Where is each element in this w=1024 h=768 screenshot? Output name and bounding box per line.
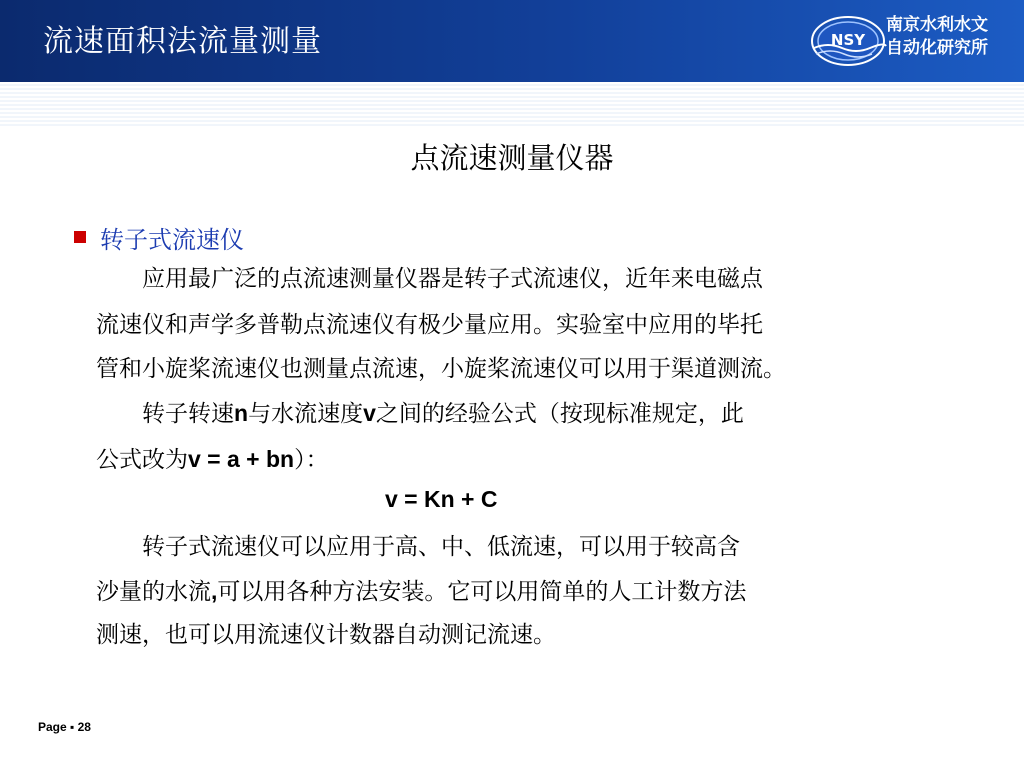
header-stripe-band xyxy=(0,82,1024,128)
org-line-1: 南京水利水文 xyxy=(886,15,988,35)
logo-text: NSY xyxy=(830,31,866,49)
paragraph-1-line-2: 流速仪和声学多普勒点流速仪有极少量应用。实验室中应用的毕托 xyxy=(96,312,763,338)
paragraph-2-line-1 xyxy=(96,398,956,429)
org-line-2: 自动化研究所 xyxy=(886,38,988,58)
paragraph-1-line-3: 管和小旋桨流速仪也测量点流速，小旋桨流速仪可以用于渠道测流。 xyxy=(96,356,786,382)
organization-name xyxy=(886,14,1016,60)
bullet-label: 转子式流速仪 xyxy=(100,225,244,254)
bullet-item xyxy=(74,222,244,252)
slide-header xyxy=(0,0,1024,82)
paragraph-1-line-1: 应用最广泛的点流速测量仪器是转子式流速仪，近年来电磁点 xyxy=(96,266,763,292)
paragraph-2-line-2 xyxy=(96,444,956,475)
p2-symbol-n: n xyxy=(234,400,249,426)
page-number: Page ▪ 28 xyxy=(38,720,91,734)
p2-symbol-v: v xyxy=(363,400,376,426)
paragraph-3-line-2 xyxy=(96,576,956,607)
equation: v = Kn + C xyxy=(385,486,498,512)
section-heading: 点流速测量仪器 xyxy=(410,141,614,175)
p2-text-d: 公式改为 xyxy=(96,447,188,473)
p3-text-a: 沙量的水流 xyxy=(96,579,211,605)
p2-text-b: 与水流速度 xyxy=(248,401,364,427)
p2-text-a: 转子转速 xyxy=(96,401,234,427)
p3-text-b: 可以用各种方法安装。它可以用简单的人工计数方法 xyxy=(217,579,747,605)
p2-formula: v = a + bn xyxy=(188,446,295,472)
p3-comma: , xyxy=(211,578,218,604)
nsy-logo-icon xyxy=(808,12,888,70)
paragraph-3-line-3: 测速，也可以用流速仪计数器自动测记流速。 xyxy=(96,622,556,648)
p2-text-c: 之间的经验公式（按现标准规定，此 xyxy=(375,401,744,427)
paragraph-3-line-1: 转子式流速仪可以应用于高、中、低流速，可以用于较高含 xyxy=(96,534,740,560)
slide-title: 流速面积法流量测量 xyxy=(43,24,322,59)
bullet-square-icon xyxy=(74,231,86,243)
p2-text-e: ）： xyxy=(294,447,329,473)
